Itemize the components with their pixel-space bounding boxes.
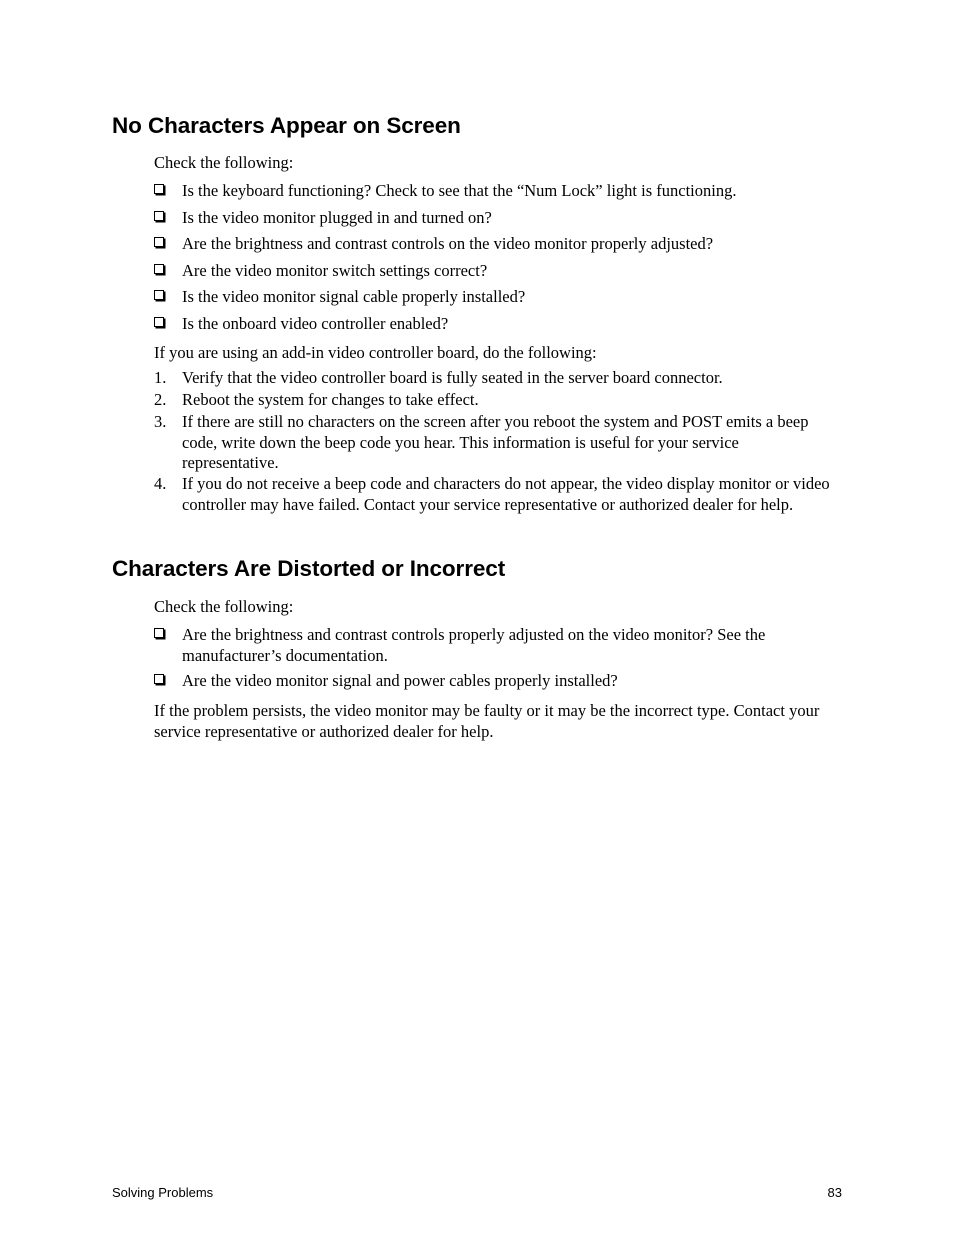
footer-page-number: 83 xyxy=(827,1185,842,1200)
closing-text: If the problem persists, the video monitor may be faulty or it may be the incorrect type. Contact your service representative or authorized dealer for help. xyxy=(154,701,820,741)
checklist-item-text: Are the video monitor switch settings correct? xyxy=(182,261,488,280)
checklist-item-text: Are the video monitor signal and power cables properly installed? xyxy=(182,671,618,690)
intro-text: Check the following: xyxy=(154,597,294,616)
checklist-item-text: Is the video monitor plugged in and turned on? xyxy=(182,208,492,227)
checkbox-bullet-icon xyxy=(154,317,164,327)
checklist-item-text: Is the keyboard functioning? Check to see that the “Num Lock” light is functioning. xyxy=(182,181,737,200)
step-number: 3. xyxy=(154,412,167,431)
step-number: 2. xyxy=(154,390,167,409)
checkbox-bullet-icon xyxy=(154,184,164,194)
step-number: 1. xyxy=(154,368,167,387)
checklist-item-text: Is the onboard video controller enabled? xyxy=(182,314,449,333)
step-text: If there are still no characters on the screen after you reboot the system and POST emits a beep code, write down the beep code you hear. This information is useful for your service representative. xyxy=(182,412,809,472)
step-number: 4. xyxy=(154,474,167,493)
section-heading-characters-distorted: Characters Are Distorted or Incorrect xyxy=(112,556,506,581)
checkbox-bullet-icon xyxy=(154,264,164,274)
checkbox-bullet-icon xyxy=(154,237,164,247)
footer-section-title: Solving Problems xyxy=(112,1185,214,1200)
step-text: Reboot the system for changes to take effect. xyxy=(182,390,479,409)
section-heading-no-characters: No Characters Appear on Screen xyxy=(112,113,461,138)
step-text: If you do not receive a beep code and characters do not appear, the video display monitor or video controller may have failed. Contact your service representative or authorized dealer for help. xyxy=(182,474,830,514)
checkbox-bullet-icon xyxy=(154,674,164,684)
checklist-item-text: Are the brightness and contrast controls on the video monitor properly adjusted? xyxy=(182,234,714,253)
step-text: Verify that the video controller board is fully seated in the server board connector. xyxy=(182,368,723,387)
checklist-item-text: Are the brightness and contrast controls properly adjusted on the video monitor? See the manufacturer’s documentation. xyxy=(182,625,766,665)
checkbox-bullet-icon xyxy=(154,628,164,638)
checkbox-bullet-icon xyxy=(154,211,164,221)
checkbox-bullet-icon xyxy=(154,290,164,300)
checklist-item-text: Is the video monitor signal cable properly installed? xyxy=(182,287,526,306)
intro-text: Check the following: xyxy=(154,153,294,172)
addin-intro-text: If you are using an add-in video controller board, do the following: xyxy=(154,343,597,362)
